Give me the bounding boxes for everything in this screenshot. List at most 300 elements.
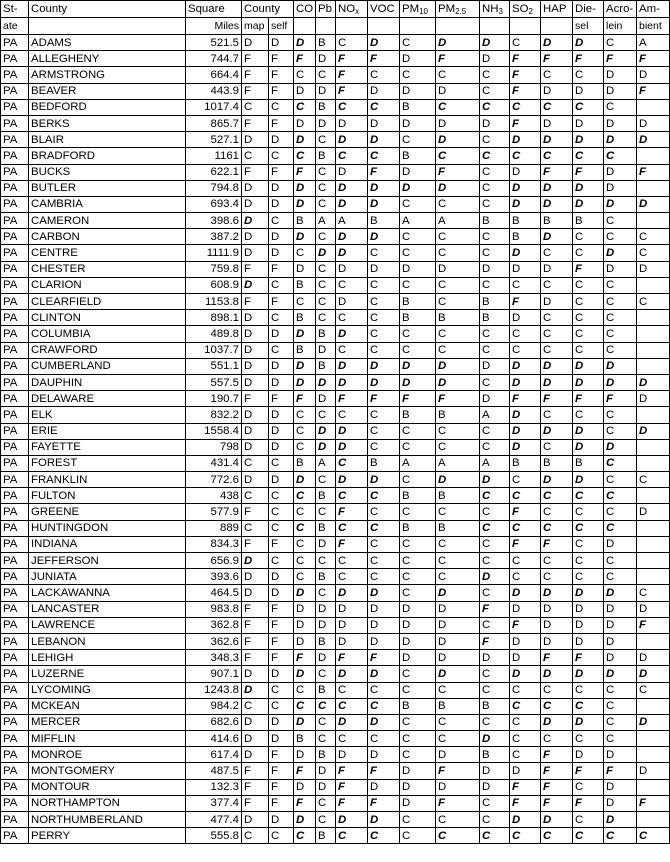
cell-ambient: F xyxy=(637,83,670,99)
col-header-voc: VOC xyxy=(368,1,400,18)
cell-so2: D xyxy=(510,164,541,180)
cell-county-self: D xyxy=(269,326,294,342)
cell-county-map: D xyxy=(242,569,269,585)
cell-acrolein: D xyxy=(604,115,637,131)
cell-co: B xyxy=(294,310,316,326)
cell-pm10: D xyxy=(400,164,436,180)
cell-acrolein: D xyxy=(604,358,637,374)
cell-nox: C xyxy=(336,553,368,569)
cell-co: F xyxy=(294,763,316,779)
cell-county: HUNTINGDON xyxy=(29,520,186,536)
table-row xyxy=(1,731,670,747)
cell-nh3: D xyxy=(480,51,510,67)
cell-square-miles: 898.1 xyxy=(186,310,242,326)
cell-co: B xyxy=(294,213,316,229)
cell-nox: C xyxy=(336,520,368,536)
cell-state: PA xyxy=(1,326,29,342)
cell-pb: D xyxy=(316,779,336,795)
cell-nox: F xyxy=(336,504,368,520)
cell-county: ADAMS xyxy=(29,35,186,51)
cell-pb: C xyxy=(316,180,336,196)
cell-so2: C xyxy=(510,326,541,342)
cell-nh3: A xyxy=(480,455,510,471)
cell-hap: D xyxy=(541,666,573,682)
cell-square-miles: 555.8 xyxy=(186,828,242,844)
cell-ambient xyxy=(637,812,670,828)
cell-co: B xyxy=(294,277,316,293)
cell-county-self: D xyxy=(269,180,294,196)
cell-diesel: C xyxy=(573,148,604,164)
cell-ambient: D xyxy=(637,261,670,277)
cell-ambient: C xyxy=(637,682,670,698)
cell-county-self: C xyxy=(269,553,294,569)
cell-square-miles: 414.6 xyxy=(186,731,242,747)
cell-pm10: B xyxy=(400,148,436,164)
table-row xyxy=(1,407,670,423)
cell-nh3: C xyxy=(480,553,510,569)
cell-nh3: D xyxy=(480,731,510,747)
table-row xyxy=(1,601,670,617)
cell-state: PA xyxy=(1,536,29,552)
cell-county-map: D xyxy=(242,358,269,374)
cell-acrolein: C xyxy=(604,229,637,245)
cell-pb: C xyxy=(316,553,336,569)
cell-pm25: C xyxy=(436,99,480,115)
cell-voc: C xyxy=(368,277,400,293)
cell-nox: D xyxy=(336,261,368,277)
header-row-1 xyxy=(1,1,670,18)
cell-nox: D xyxy=(336,617,368,633)
cell-ambient xyxy=(637,326,670,342)
cell-acrolein: D xyxy=(604,132,637,148)
cell-county: ERIE xyxy=(29,423,186,439)
cell-county-map: D xyxy=(242,277,269,293)
cell-acrolein: D xyxy=(604,374,637,390)
cell-county: JEFFERSON xyxy=(29,553,186,569)
cell-ambient: C xyxy=(637,294,670,310)
cell-so2: D xyxy=(510,812,541,828)
cell-pm25: B xyxy=(436,310,480,326)
cell-pb: B xyxy=(316,520,336,536)
cell-pb: B xyxy=(316,488,336,504)
cell-state: PA xyxy=(1,407,29,423)
cell-county-self: D xyxy=(269,358,294,374)
table-row xyxy=(1,294,670,310)
cell-county-self: D xyxy=(269,472,294,488)
cell-pm25: C xyxy=(436,828,480,844)
cell-nh3: D xyxy=(480,261,510,277)
cell-state: PA xyxy=(1,261,29,277)
cell-ambient: D xyxy=(637,67,670,83)
cell-state: PA xyxy=(1,520,29,536)
cell-acrolein: D xyxy=(604,83,637,99)
cell-so2: D xyxy=(510,666,541,682)
cell-pm25: D xyxy=(436,585,480,601)
cell-square-miles: 1161 xyxy=(186,148,242,164)
cell-pm25: A xyxy=(436,213,480,229)
cell-county-self: F xyxy=(269,115,294,131)
cell-pm25: D xyxy=(436,35,480,51)
cell-hap: C xyxy=(541,245,573,261)
cell-nh3: D xyxy=(480,779,510,795)
cell-ambient xyxy=(637,342,670,358)
cell-hap: D xyxy=(541,229,573,245)
cell-voc: C xyxy=(368,294,400,310)
cell-acrolein: D xyxy=(604,747,637,763)
cell-nox: F xyxy=(336,763,368,779)
cell-hap: F xyxy=(541,747,573,763)
cell-nh3: C xyxy=(480,504,510,520)
cell-co: F xyxy=(294,391,316,407)
cell-so2: C xyxy=(510,472,541,488)
cell-ambient xyxy=(637,633,670,649)
cell-county-self: C xyxy=(269,310,294,326)
cell-county-map: D xyxy=(242,374,269,390)
cell-county-self: F xyxy=(269,650,294,666)
cell-acrolein: C xyxy=(604,569,637,585)
cell-acrolein: F xyxy=(604,763,637,779)
cell-nox: D xyxy=(336,585,368,601)
cell-county-self: C xyxy=(269,682,294,698)
cell-state: PA xyxy=(1,439,29,455)
col-header-nh3: $NH_3$ xyxy=(480,1,510,18)
cell-voc: D xyxy=(368,601,400,617)
cell-co: D xyxy=(294,326,316,342)
cell-acrolein: D xyxy=(604,261,637,277)
cell-pm25: F xyxy=(436,391,480,407)
cell-state: PA xyxy=(1,67,29,83)
col-subheader-diesel: sel xyxy=(573,18,604,35)
cell-square-miles: 443.9 xyxy=(186,83,242,99)
cell-square-miles: 1153.8 xyxy=(186,294,242,310)
cell-diesel: D xyxy=(573,601,604,617)
cell-state: PA xyxy=(1,569,29,585)
cell-state: PA xyxy=(1,504,29,520)
cell-nox: D xyxy=(336,132,368,148)
cell-hap: C xyxy=(541,682,573,698)
cell-co: D xyxy=(294,714,316,730)
cell-nox: D xyxy=(336,294,368,310)
col-subheader-ambient: bient xyxy=(637,18,670,35)
cell-square-miles: 794.8 xyxy=(186,180,242,196)
col-subheader-pm10 xyxy=(400,18,436,35)
cell-county: PERRY xyxy=(29,828,186,844)
cell-diesel: C xyxy=(573,342,604,358)
cell-acrolein: C xyxy=(604,294,637,310)
cell-so2: D xyxy=(510,310,541,326)
col-header-state: St- xyxy=(1,1,29,18)
table-row xyxy=(1,714,670,730)
cell-diesel: D xyxy=(573,35,604,51)
cell-pb: B xyxy=(316,99,336,115)
cell-voc: C xyxy=(368,536,400,552)
cell-county-map: F xyxy=(242,51,269,67)
cell-square-miles: 489.8 xyxy=(186,326,242,342)
cell-county-map: D xyxy=(242,585,269,601)
table-row xyxy=(1,229,670,245)
cell-pm10: C xyxy=(400,714,436,730)
cell-county-map: D xyxy=(242,472,269,488)
cell-pm25: C xyxy=(436,148,480,164)
cell-pb: D xyxy=(316,83,336,99)
cell-county: MONTOUR xyxy=(29,779,186,795)
cell-acrolein: D xyxy=(604,617,637,633)
cell-diesel: C xyxy=(573,294,604,310)
cell-voc: D xyxy=(368,585,400,601)
cell-pb: D xyxy=(316,391,336,407)
cell-co: D xyxy=(294,261,316,277)
col-header-pm10: $PM_{10}$ xyxy=(400,1,436,18)
cell-acrolein: C xyxy=(604,407,637,423)
table-row xyxy=(1,164,670,180)
cell-pm25: D xyxy=(436,115,480,131)
cell-pm25: D xyxy=(436,747,480,763)
col-header-county-group: County xyxy=(242,1,294,18)
cell-pm10: B xyxy=(400,310,436,326)
table-row xyxy=(1,439,670,455)
cell-diesel: F xyxy=(573,650,604,666)
cell-acrolein: C xyxy=(604,455,637,471)
cell-diesel: F xyxy=(573,51,604,67)
cell-county-self: C xyxy=(269,698,294,714)
cell-pb: C xyxy=(316,714,336,730)
cell-state: PA xyxy=(1,698,29,714)
cell-county: CENTRE xyxy=(29,245,186,261)
cell-voc: D xyxy=(368,617,400,633)
cell-pb: D xyxy=(316,374,336,390)
col-subheader-county-self: self xyxy=(269,18,294,35)
cell-county-self: C xyxy=(269,277,294,293)
cell-pm25: C xyxy=(436,277,480,293)
cell-square-miles: 438 xyxy=(186,488,242,504)
cell-nh3: D xyxy=(480,650,510,666)
cell-hap: F xyxy=(541,795,573,811)
cell-county-self: D xyxy=(269,714,294,730)
cell-pm10: D xyxy=(400,633,436,649)
cell-co: D xyxy=(294,585,316,601)
cell-pm25: C xyxy=(436,326,480,342)
cell-square-miles: 1017.4 xyxy=(186,99,242,115)
cell-pb: B xyxy=(316,633,336,649)
cell-diesel: D xyxy=(573,714,604,730)
cell-county-self: F xyxy=(269,763,294,779)
cell-diesel: C xyxy=(573,310,604,326)
cell-diesel: B xyxy=(573,455,604,471)
cell-ambient: D xyxy=(637,504,670,520)
cell-pm25: C xyxy=(436,67,480,83)
cell-co: B xyxy=(294,342,316,358)
table-row xyxy=(1,650,670,666)
col-header-nox: $NO_x$ xyxy=(336,1,368,18)
cell-nox: D xyxy=(336,423,368,439)
cell-square-miles: 798 xyxy=(186,439,242,455)
cell-nox: D xyxy=(336,714,368,730)
cell-hap: D xyxy=(541,585,573,601)
cell-acrolein: C xyxy=(604,148,637,164)
cell-diesel: D xyxy=(573,115,604,131)
cell-county-self: C xyxy=(269,520,294,536)
cell-voc: B xyxy=(368,213,400,229)
cell-voc: D xyxy=(368,35,400,51)
cell-so2: C xyxy=(510,682,541,698)
cell-nh3: C xyxy=(480,67,510,83)
cell-voc: D xyxy=(368,132,400,148)
col-header-co: CO xyxy=(294,1,316,18)
col-subheader-square-miles: Miles xyxy=(186,18,242,35)
cell-hap: C xyxy=(541,731,573,747)
cell-co: D xyxy=(294,812,316,828)
cell-hap: D xyxy=(541,196,573,212)
cell-voc: C xyxy=(368,553,400,569)
col-header-acrolein: Acro- xyxy=(604,1,637,18)
cell-state: PA xyxy=(1,294,29,310)
cell-county: LEBANON xyxy=(29,633,186,649)
cell-ambient xyxy=(637,569,670,585)
cell-diesel: D xyxy=(573,633,604,649)
col-subheader-county xyxy=(29,18,186,35)
cell-pb: C xyxy=(316,731,336,747)
cell-pm25: C xyxy=(436,196,480,212)
cell-square-miles: 362.8 xyxy=(186,617,242,633)
cell-county-self: F xyxy=(269,164,294,180)
cell-acrolein: C xyxy=(604,472,637,488)
cell-county: BLAIR xyxy=(29,132,186,148)
cell-hap: C xyxy=(541,407,573,423)
table-row xyxy=(1,666,670,682)
cell-nh3: C xyxy=(480,828,510,844)
cell-county-self: D xyxy=(269,35,294,51)
cell-acrolein: C xyxy=(604,698,637,714)
cell-county-map: D xyxy=(242,666,269,682)
cell-nox: D xyxy=(336,812,368,828)
cell-square-miles: 1037.7 xyxy=(186,342,242,358)
cell-pm10: D xyxy=(400,374,436,390)
cell-county-self: D xyxy=(269,423,294,439)
cell-co: D xyxy=(294,358,316,374)
cell-co: D xyxy=(294,196,316,212)
cell-pb: D xyxy=(316,763,336,779)
cell-nh3: B xyxy=(480,747,510,763)
col-header-diesel: Die- xyxy=(573,1,604,18)
cell-hap: D xyxy=(541,83,573,99)
cell-state: PA xyxy=(1,828,29,844)
table-row xyxy=(1,455,670,471)
cell-voc: C xyxy=(368,310,400,326)
cell-pm25: C xyxy=(436,439,480,455)
cell-acrolein: F xyxy=(604,51,637,67)
cell-pm25: C xyxy=(436,294,480,310)
cell-pb: A xyxy=(316,213,336,229)
cell-nox: F xyxy=(336,536,368,552)
cell-nh3: C xyxy=(480,682,510,698)
cell-ambient xyxy=(637,358,670,374)
cell-diesel: F xyxy=(573,261,604,277)
cell-nh3: C xyxy=(480,439,510,455)
cell-county: JUNIATA xyxy=(29,569,186,585)
table-row xyxy=(1,99,670,115)
cell-county-self: F xyxy=(269,617,294,633)
cell-so2: D xyxy=(510,585,541,601)
table-row xyxy=(1,633,670,649)
cell-ambient: F xyxy=(637,617,670,633)
cell-acrolein: C xyxy=(604,342,637,358)
cell-diesel: F xyxy=(573,164,604,180)
cell-pm25: C xyxy=(436,423,480,439)
cell-square-miles: 656.9 xyxy=(186,553,242,569)
cell-county-self: D xyxy=(269,374,294,390)
cell-co: C xyxy=(294,553,316,569)
cell-acrolein: D xyxy=(604,67,637,83)
cell-nox: F xyxy=(336,67,368,83)
cell-co: C xyxy=(294,536,316,552)
cell-ambient: F xyxy=(637,51,670,67)
col-subheader-pm25 xyxy=(436,18,480,35)
cell-pb: C xyxy=(316,67,336,83)
cell-ambient xyxy=(637,439,670,455)
cell-voc: C xyxy=(368,326,400,342)
cell-so2: F xyxy=(510,391,541,407)
cell-diesel: F xyxy=(573,795,604,811)
cell-acrolein: C xyxy=(604,504,637,520)
cell-voc: D xyxy=(368,180,400,196)
cell-county-map: D xyxy=(242,439,269,455)
cell-hap: C xyxy=(541,439,573,455)
cell-county: CRAWFORD xyxy=(29,342,186,358)
cell-state: PA xyxy=(1,795,29,811)
cell-nox: D xyxy=(336,601,368,617)
cell-square-miles: 1558.4 xyxy=(186,423,242,439)
cell-pb: C xyxy=(316,666,336,682)
cell-hap: C xyxy=(541,488,573,504)
cell-nox: A xyxy=(336,213,368,229)
cell-acrolein: C xyxy=(604,714,637,730)
cell-pm25: D xyxy=(436,633,480,649)
cell-square-miles: 772.6 xyxy=(186,472,242,488)
table-row xyxy=(1,520,670,536)
cell-ambient: D xyxy=(637,423,670,439)
cell-pb: C xyxy=(316,472,336,488)
cell-co: C xyxy=(294,99,316,115)
cell-pm10: D xyxy=(400,779,436,795)
cell-nox: D xyxy=(336,196,368,212)
cell-square-miles: 521.5 xyxy=(186,35,242,51)
cell-diesel: C xyxy=(573,828,604,844)
cell-pm10: D xyxy=(400,180,436,196)
cell-so2: C xyxy=(510,553,541,569)
cell-acrolein: D xyxy=(604,779,637,795)
cell-county-self: D xyxy=(269,132,294,148)
table-row xyxy=(1,213,670,229)
cell-voc: D xyxy=(368,472,400,488)
cell-diesel: C xyxy=(573,99,604,115)
cell-county: BUTLER xyxy=(29,180,186,196)
cell-county-map: C xyxy=(242,828,269,844)
cell-county-map: F xyxy=(242,504,269,520)
cell-county-self: C xyxy=(269,488,294,504)
cell-voc: C xyxy=(368,423,400,439)
cell-state: PA xyxy=(1,196,29,212)
cell-acrolein: D xyxy=(604,585,637,601)
cell-county-self: F xyxy=(269,261,294,277)
cell-so2: C xyxy=(510,714,541,730)
cell-state: PA xyxy=(1,472,29,488)
cell-so2: C xyxy=(510,99,541,115)
col-header-hap: HAP xyxy=(541,1,573,18)
cell-county-self: D xyxy=(269,439,294,455)
table-row xyxy=(1,148,670,164)
cell-nh3: C xyxy=(480,812,510,828)
cell-co: D xyxy=(294,115,316,131)
